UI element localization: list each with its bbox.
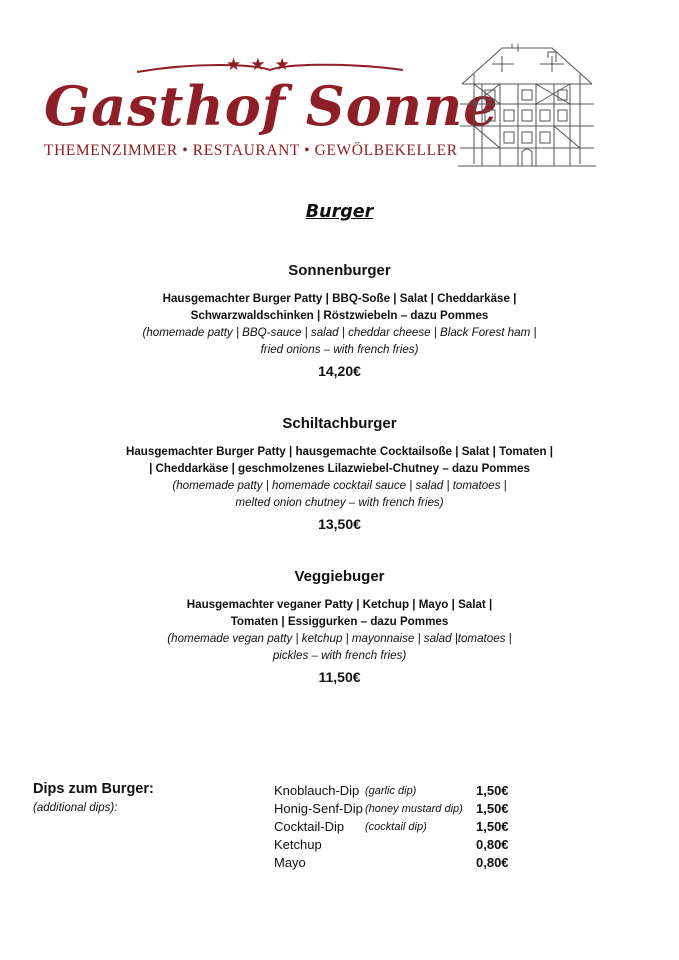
menu-item-name: Veggiebuger bbox=[294, 568, 385, 585]
dip-name: Ketchup bbox=[274, 837, 322, 852]
dip-row bbox=[274, 818, 534, 836]
dip-row bbox=[274, 800, 534, 818]
dip-price: 1,50€ bbox=[476, 783, 509, 798]
menu-item-name: Schiltachburger bbox=[282, 415, 397, 432]
menu-item-description-de: Tomaten | Essiggurken – dazu Pommes bbox=[230, 615, 449, 628]
menu-item-description-de: Hausgemachter veganer Patty | Ketchup | Mayo | Salat | bbox=[186, 598, 493, 611]
menu-item-description-de: Hausgemachter Burger Patty | hausgemachte Cocktailsoße | Salat | Tomaten | bbox=[125, 445, 554, 458]
menu-item-name: Sonnenburger bbox=[288, 262, 391, 279]
menu-item-description-en: (homemade patty | BBQ-sauce | salad | cheddar cheese | Black Forest ham | bbox=[142, 326, 537, 339]
dip-name: Cocktail-Dip bbox=[274, 819, 345, 834]
menu-item-price: 13,50€ bbox=[318, 516, 361, 532]
dip-row bbox=[274, 782, 534, 800]
menu-item-sonnenburger bbox=[0, 260, 679, 381]
dip-price: 1,50€ bbox=[476, 819, 509, 834]
dip-name: Mayo bbox=[274, 855, 306, 870]
menu-item-description-en: fried onions – with french fries) bbox=[260, 343, 419, 356]
half-timbered-house-drawing bbox=[452, 44, 597, 176]
logo-brand-name: Gasthof Sonne bbox=[44, 74, 499, 138]
dip-translation: (cocktail dip) bbox=[365, 821, 427, 833]
restaurant-logo bbox=[0, 0, 679, 190]
section-title-burger: Burger bbox=[305, 202, 374, 222]
dip-translation: (garlic dip) bbox=[365, 785, 417, 797]
dip-name: Honig-Senf-Dip bbox=[274, 801, 363, 816]
menu-item-price: 11,50€ bbox=[318, 669, 361, 685]
menu-item-description-de: Hausgemachter Burger Patty | BBQ-Soße | Salat | Cheddarkäse | bbox=[162, 292, 517, 305]
menu-item-price: 14,20€ bbox=[318, 363, 361, 379]
dip-price: 0,80€ bbox=[476, 837, 509, 852]
menu-item-description-de: Schwarzwaldschinken | Röstzwiebeln – dazu Pommes bbox=[190, 309, 489, 322]
menu-item-description-en: melted onion chutney – with french fries) bbox=[235, 496, 444, 509]
dip-row bbox=[274, 836, 534, 854]
dips-title: Dips zum Burger: bbox=[33, 781, 154, 797]
logo-tagline: THEMENZIMMER • RESTAURANT • GEWÖLBEKELLER bbox=[44, 142, 458, 159]
menu-item-schiltachburger bbox=[0, 413, 679, 534]
menu-item-description-en: pickles – with french fries) bbox=[272, 649, 407, 662]
menu-item-description-de: | Cheddarkäse | geschmolzenes Lilazwiebel-Chutney – dazu Pommes bbox=[149, 462, 530, 475]
menu-item-description-en: (homemade vegan patty | ketchup | mayonnaise | salad |tomatoes | bbox=[167, 632, 512, 645]
dips-subtitle: (additional dips): bbox=[33, 802, 118, 814]
dip-name: Knoblauch-Dip bbox=[274, 783, 360, 798]
dip-price: 0,80€ bbox=[476, 855, 509, 870]
dip-price: 1,50€ bbox=[476, 801, 509, 816]
dip-row bbox=[274, 854, 534, 872]
menu-item-veggiebuger bbox=[0, 566, 679, 687]
logo-stars: ★★★ bbox=[226, 55, 299, 75]
dip-translation: (honey mustard dip) bbox=[365, 803, 463, 815]
menu-item-description-en: (homemade patty | homemade cocktail sauce | salad | tomatoes | bbox=[172, 479, 507, 492]
